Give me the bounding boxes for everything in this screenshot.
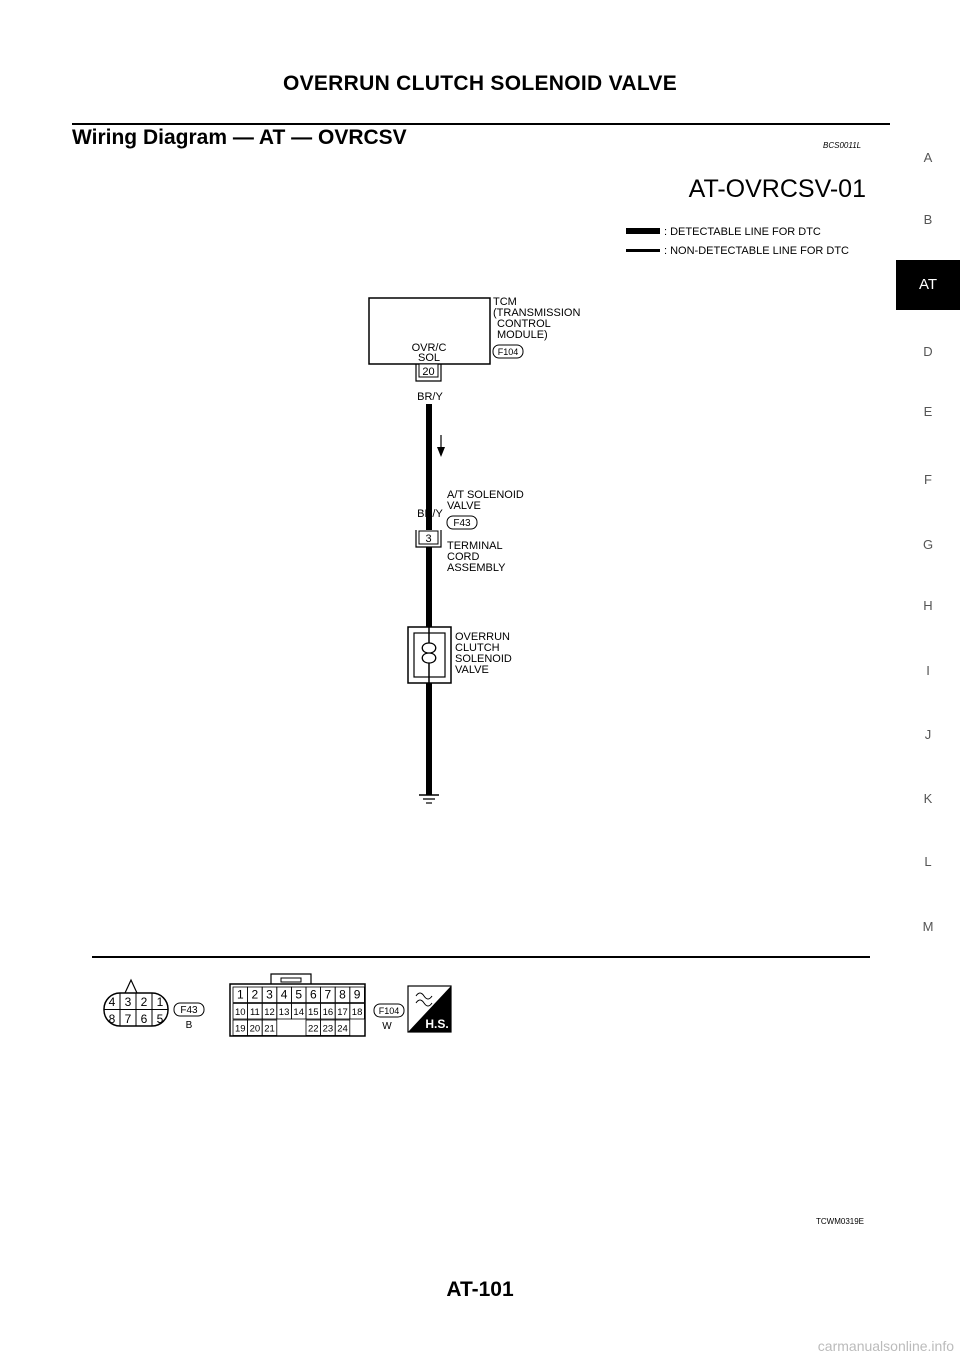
f104-pin: 9 [353, 987, 361, 1002]
tcm-term-label-line: SOL [417, 352, 441, 364]
f104-pin: 10 [235, 1007, 246, 1018]
f104-pin: 14 [293, 1007, 304, 1018]
solenoid-connector-id: F43 [453, 518, 471, 529]
figure-code: TCWM0319E [815, 1217, 864, 1226]
ground-icon [419, 795, 439, 803]
side-nav-item-a[interactable]: A [923, 150, 933, 165]
f104-pin: 24 [337, 1023, 348, 1035]
f104-pin: 12 [264, 1007, 275, 1018]
f43-pin: 1 [156, 995, 164, 1009]
solenoid-assembly-name [447, 489, 524, 512]
tcm-name-line: TCM [493, 296, 517, 308]
f104-pin: 20 [249, 1023, 261, 1035]
side-nav-item-g[interactable]: G [922, 537, 934, 552]
side-nav-item-m[interactable]: M [922, 919, 934, 934]
tcm-name [493, 296, 580, 341]
f104-pin: 2 [251, 987, 259, 1002]
side-nav-item-b[interactable]: B [923, 212, 933, 227]
tcm-name-line: MODULE) [497, 329, 548, 341]
connector-f104-face [230, 974, 365, 1036]
wire-segment-middle [426, 547, 432, 627]
f104-pin: 11 [249, 1007, 260, 1018]
f43-pin: 3 [124, 995, 132, 1009]
f104-pin: 3 [266, 987, 273, 1002]
tcm-terminal-number: 20 [422, 366, 435, 378]
side-nav-item-l[interactable]: L [924, 854, 932, 869]
tcm-term-label-line: OVR/C [411, 342, 447, 354]
component-name [455, 631, 512, 676]
comp-name-line: CLUTCH [455, 642, 500, 654]
legend-non-detectable-swatch [626, 249, 660, 252]
legend-detectable-swatch [626, 228, 660, 234]
f104-pin: 16 [322, 1007, 334, 1018]
sol-name-line: A/T SOLENOID [447, 489, 524, 501]
watermark: carmanualsonline.info [817, 1338, 954, 1354]
f104-pin: 5 [295, 987, 303, 1002]
f43-pin: 6 [140, 1012, 148, 1026]
hs-symbol [408, 986, 451, 1032]
side-nav-item-j[interactable]: J [924, 727, 932, 742]
side-nav-item-k[interactable]: K [923, 791, 933, 806]
f43-pin: 2 [140, 995, 148, 1009]
f104-pin: 8 [339, 987, 346, 1002]
side-nav-item-e[interactable]: E [923, 404, 933, 419]
comp-name-line: OVERRUN [455, 631, 511, 643]
sol-sub-line: TERMINAL [447, 540, 503, 552]
side-nav-item-h[interactable]: H [923, 598, 933, 613]
hs-label: H.S. [425, 1017, 449, 1031]
f104-pin: 13 [278, 1007, 290, 1018]
f43-pin: 5 [156, 1012, 164, 1026]
wire-color-top: BR/Y [417, 391, 443, 403]
f104-pin: 21 [264, 1023, 275, 1035]
connector-f43-face [104, 980, 168, 1026]
sol-name-line: VALVE [447, 500, 481, 512]
side-nav-item-d[interactable]: D [923, 344, 933, 359]
tcm-connector-id: F104 [497, 347, 519, 357]
legend-detectable-label: : DETECTABLE LINE FOR DTC [664, 226, 821, 238]
page-header: OVERRUN CLUTCH SOLENOID VALVE [282, 72, 678, 95]
legend-non-detectable-label: : NON-DETECTABLE LINE FOR DTC [664, 245, 849, 257]
f43-pin: 8 [108, 1012, 116, 1026]
footer-page-number: AT-101 [446, 1278, 514, 1301]
f104-id: F104 [378, 1006, 400, 1016]
side-nav-item-i[interactable]: I [926, 663, 930, 678]
f104-pin: 23 [322, 1023, 334, 1035]
f104-pin: 6 [309, 987, 317, 1002]
f104-pin: 19 [235, 1023, 246, 1035]
f104-pin: 17 [337, 1007, 348, 1018]
tcm-name-line: CONTROL [497, 318, 551, 330]
f43-color: B [185, 1020, 193, 1031]
f104-pin: 1 [236, 987, 244, 1002]
f104-pin: 18 [351, 1007, 363, 1018]
tcm-name-line: (TRANSMISSION [493, 307, 581, 319]
diagram-title: AT-OVRCSV-01 [688, 175, 866, 203]
section-title: Wiring Diagram — AT — OVRCSV [72, 126, 407, 149]
f43-pin: 7 [124, 1012, 132, 1026]
comp-name-line: VALVE [455, 664, 489, 676]
side-nav-item-f[interactable]: F [924, 472, 932, 487]
wire-color-bottom: BR/Y [417, 508, 443, 520]
sol-sub-line: ASSEMBLY [447, 562, 506, 574]
f104-pin: 7 [324, 987, 332, 1002]
sol-sub-line: CORD [447, 551, 480, 563]
f104-color: W [382, 1021, 392, 1032]
wire-segment-lower [426, 683, 432, 795]
f43-pin: 4 [108, 995, 116, 1009]
solenoid-terminal-number: 3 [425, 533, 432, 545]
f104-pin: 15 [308, 1007, 319, 1018]
f104-pin: 22 [308, 1023, 319, 1035]
signal-arrow-head [437, 447, 445, 457]
f104-pin: 4 [280, 987, 288, 1002]
section-code: BCS0011L [823, 141, 862, 150]
coil-icon [422, 643, 436, 663]
f43-id: F43 [180, 1005, 198, 1016]
comp-name-line: SOLENOID [455, 653, 512, 665]
terminal-cord-assembly-label [447, 540, 506, 574]
side-nav-item-at[interactable]: AT [896, 260, 960, 310]
tcm-terminal-label [412, 342, 447, 364]
